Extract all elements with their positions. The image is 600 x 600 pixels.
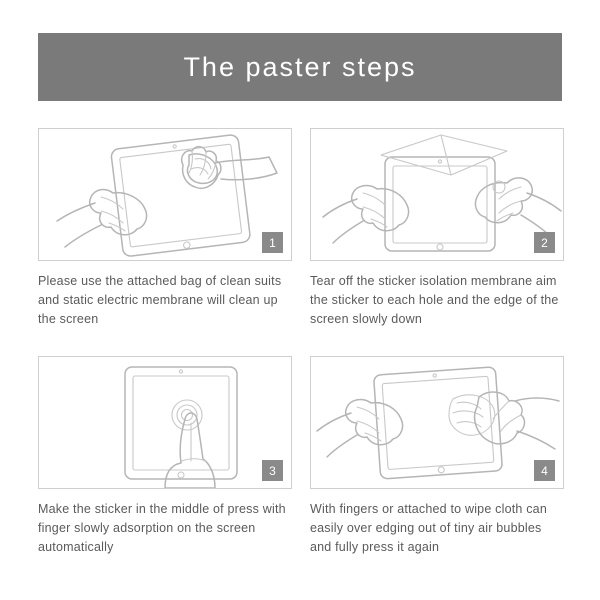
step-illustration-3 [38,356,292,489]
step-caption-2: Tear off the sticker isolation membrane aim the sticker to each hole and the edge of the screen slowly down [310,274,559,326]
step-item-1 [38,128,290,329]
step-illustration-1 [38,128,292,261]
step-badge-4: 4 [534,460,555,481]
step-item-4 [310,356,562,557]
illustration-wipe-bubbles [311,357,563,488]
steps-grid [38,128,562,568]
step-caption-4: With fingers or attached to wipe cloth can easily over edging out of tiny air bubbles and fully press it again [310,502,547,554]
header-banner [38,33,562,101]
step-badge-3: 3 [262,460,283,481]
step-illustration-4 [310,356,564,489]
step-badge-2: 2 [534,232,555,253]
step-item-3 [38,356,290,557]
step-item-2 [310,128,562,329]
step-caption-1: Please use the attached bag of clean suits and static electric membrane will clean up the screen [38,274,282,326]
illustration-peel-film [311,129,563,260]
illustration-hand-wiping-tablet [39,129,291,260]
step-badge-1: 1 [262,232,283,253]
step-caption-3: Make the sticker in the middle of press with finger slowly adsorption on the screen automatically [38,502,286,554]
step-illustration-2 [310,128,564,261]
page-title: The paster steps [183,51,417,82]
illustration-press-center [39,357,291,488]
